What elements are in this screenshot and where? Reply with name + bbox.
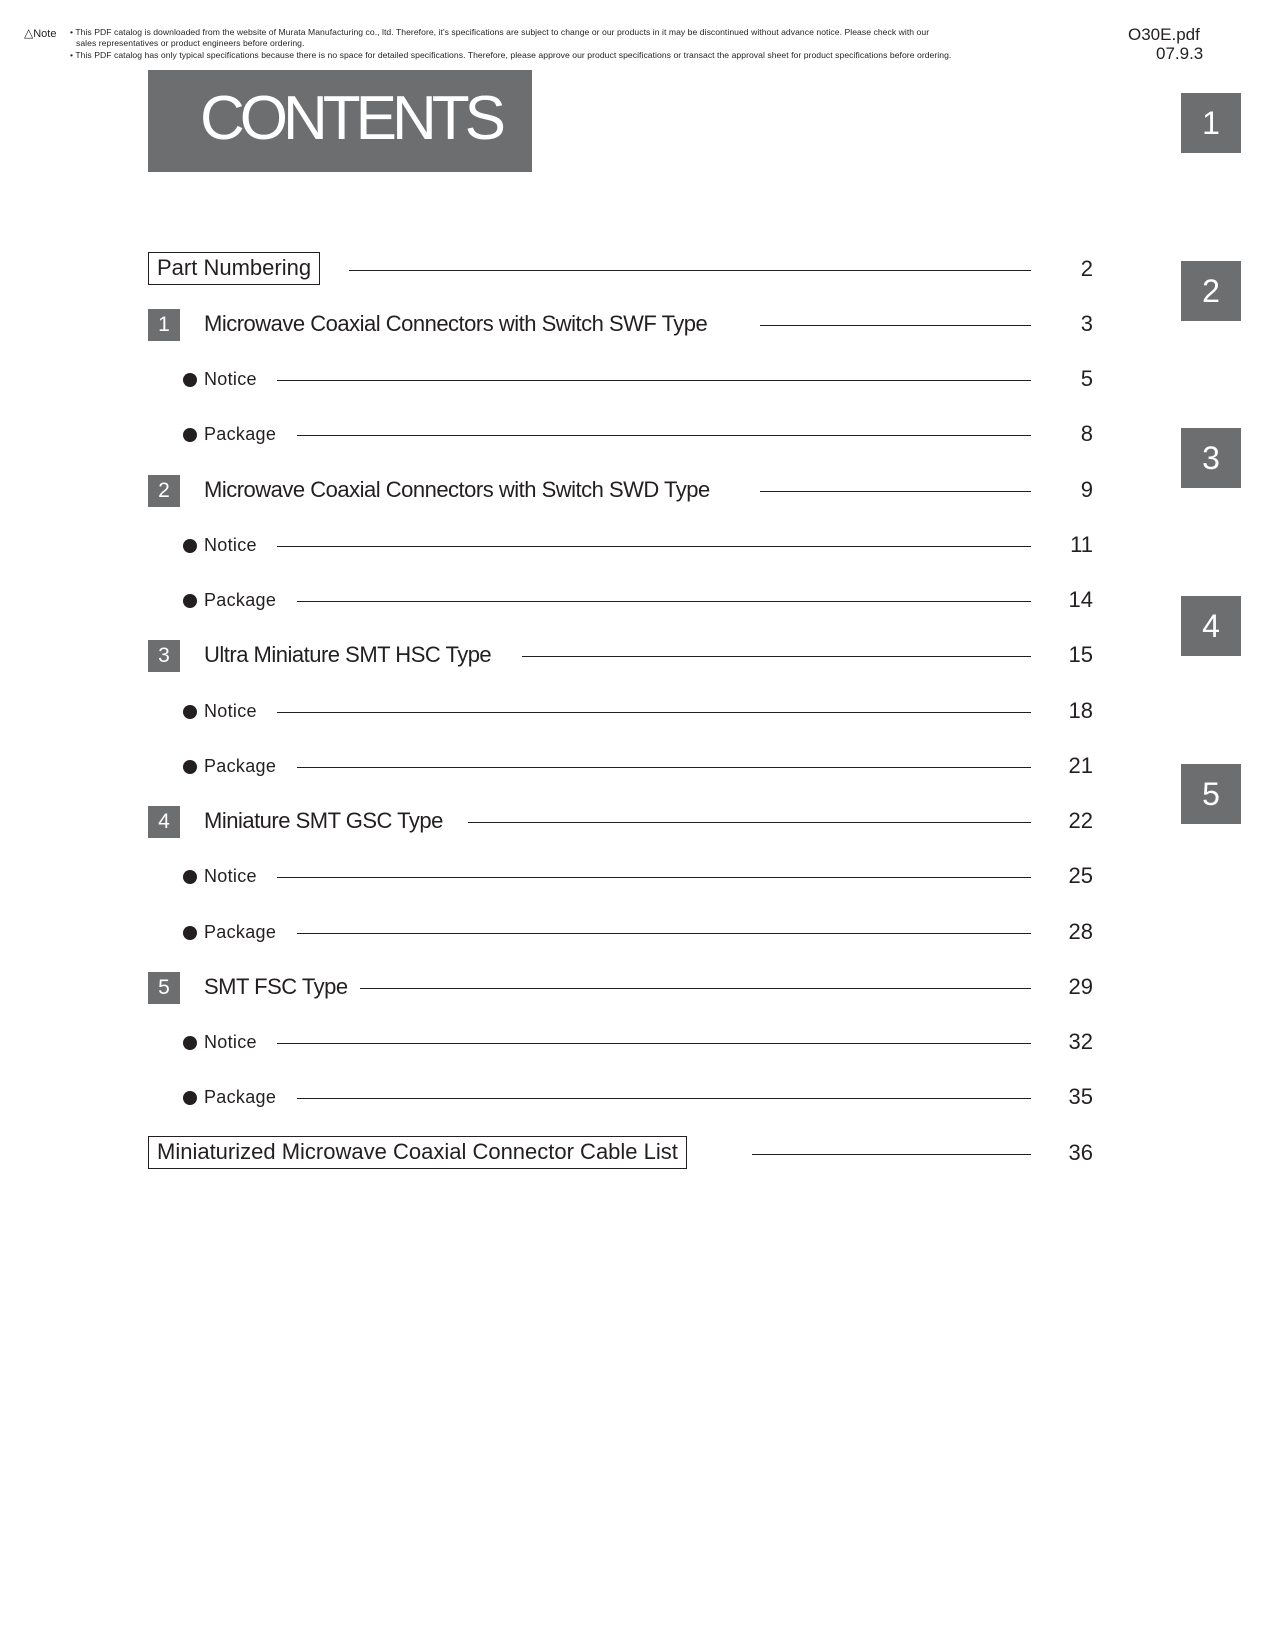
leader-line — [752, 1154, 1031, 1155]
section-title: Miniature SMT GSC Type — [204, 808, 443, 833]
side-tab-5[interactable]: 5 — [1181, 764, 1241, 824]
toc-page-number: 11 — [1070, 532, 1093, 557]
toc-subentry-notice[interactable] — [148, 362, 1093, 398]
bullet-icon — [183, 373, 197, 387]
toc-page-number: 28 — [1068, 919, 1093, 944]
toc-section-3[interactable] — [148, 638, 1093, 674]
toc-section-2[interactable] — [148, 473, 1093, 509]
leader-line — [468, 822, 1031, 823]
section-title: Microwave Coaxial Connectors with Switch SWF Type — [204, 311, 708, 336]
toc-subentry-notice[interactable] — [148, 528, 1093, 564]
bullet-icon — [183, 705, 197, 719]
subentry-label: Notice — [204, 369, 257, 389]
leader-line — [297, 933, 1031, 934]
document-id: O30E.pdf — [1128, 25, 1200, 44]
section-title: SMT FSC Type — [204, 974, 348, 999]
section-title: Ultra Miniature SMT HSC Type — [204, 642, 492, 667]
subentry-label: Notice — [204, 866, 257, 886]
toc-entry-cable-list[interactable] — [148, 1136, 1093, 1172]
bullet-icon — [183, 1036, 197, 1050]
subentry-label: Package — [204, 1087, 277, 1107]
bullet-icon — [183, 594, 197, 608]
toc-page-number: 5 — [1080, 366, 1093, 391]
note-line: sales representatives or product engineers before ordering. — [76, 38, 305, 48]
subentry-label: Notice — [204, 535, 257, 555]
note-line: • This PDF catalog has only typical specifications because there is no space for detailed specifications. Therefore, please approve our product specifications or transact the approval sheet for product specifications before ordering. — [70, 50, 952, 60]
contents-title-box — [148, 70, 532, 172]
toc-page-number: 21 — [1068, 753, 1093, 778]
toc-entry-label: Miniaturized Microwave Coaxial Connector Cable List — [148, 1136, 687, 1169]
bullet-icon — [183, 539, 197, 553]
section-number-badge: 2 — [148, 475, 180, 507]
toc-page-number: 22 — [1068, 808, 1093, 833]
leader-line — [297, 1098, 1031, 1099]
section-title: Microwave Coaxial Connectors with Switch SWD Type — [204, 477, 710, 502]
toc-page-number: 29 — [1068, 974, 1093, 999]
toc-section-1[interactable] — [148, 307, 1093, 343]
leader-line — [277, 877, 1031, 878]
side-tab-3[interactable]: 3 — [1181, 428, 1241, 488]
toc-page-number: 32 — [1068, 1029, 1093, 1054]
leader-line — [760, 491, 1031, 492]
toc-entry-part-numbering[interactable] — [148, 252, 1093, 288]
toc-section-4[interactable] — [148, 804, 1093, 840]
leader-line — [277, 712, 1031, 713]
section-number-badge: 1 — [148, 309, 180, 341]
note-line: • This PDF catalog is downloaded from the website of Murata Manufacturing co., ltd. Therefore, it's specifications are subject to change or our products in it may be discontinued without advance notice. Please check with our — [70, 27, 930, 37]
leader-line — [297, 435, 1031, 436]
toc-section-5[interactable] — [148, 970, 1093, 1006]
toc-page-number: 14 — [1068, 587, 1093, 612]
leader-line — [277, 1043, 1031, 1044]
side-tab-1[interactable]: 1 — [1181, 93, 1241, 153]
subentry-label: Notice — [204, 701, 257, 721]
side-tab-2[interactable]: 2 — [1181, 261, 1241, 321]
toc-page-number: 36 — [1068, 1140, 1093, 1165]
section-number-badge: 5 — [148, 972, 180, 1004]
toc-page-number: 15 — [1068, 642, 1093, 667]
subentry-label: Package — [204, 590, 277, 610]
subentry-label: Package — [204, 922, 277, 942]
side-tab-4[interactable]: 4 — [1181, 596, 1241, 656]
section-number-badge: 4 — [148, 806, 180, 838]
note-label — [24, 26, 56, 40]
toc-page-number: 3 — [1080, 311, 1093, 336]
toc-page-number: 9 — [1080, 477, 1093, 502]
subentry-label: Notice — [204, 1032, 257, 1052]
bullet-icon — [183, 870, 197, 884]
toc-subentry-notice[interactable] — [148, 859, 1093, 895]
toc-subentry-package[interactable] — [148, 749, 1093, 785]
bullet-icon — [183, 1091, 197, 1105]
toc-page-number: 2 — [1080, 256, 1093, 281]
toc-subentry-notice[interactable] — [148, 1025, 1093, 1061]
leader-line — [349, 270, 1031, 271]
leader-line — [297, 767, 1031, 768]
leader-line — [297, 601, 1031, 602]
bullet-icon — [183, 926, 197, 940]
note-label-text: Note — [33, 28, 57, 40]
toc-subentry-package[interactable] — [148, 1080, 1093, 1116]
document-date: 07.9.3 — [1156, 44, 1204, 63]
leader-line — [277, 546, 1031, 547]
toc-subentry-package[interactable] — [148, 583, 1093, 619]
leader-line — [277, 380, 1031, 381]
toc-page-number: 25 — [1068, 863, 1093, 888]
toc-page-number: 18 — [1068, 698, 1093, 723]
toc-subentry-notice[interactable] — [148, 694, 1093, 730]
bullet-icon — [183, 428, 197, 442]
toc-subentry-package[interactable] — [148, 417, 1093, 453]
subentry-label: Package — [204, 424, 277, 444]
subentry-label: Package — [204, 756, 277, 776]
leader-line — [760, 325, 1031, 326]
bullet-icon — [183, 760, 197, 774]
warning-triangle-icon: △ — [24, 26, 34, 40]
page-title: CONTENTS — [200, 84, 501, 153]
leader-line — [522, 656, 1031, 657]
toc-page-number: 35 — [1068, 1084, 1093, 1109]
toc-page-number: 8 — [1080, 421, 1093, 446]
toc-subentry-package[interactable] — [148, 915, 1093, 951]
section-number-badge: 3 — [148, 640, 180, 672]
leader-line — [360, 988, 1031, 989]
toc-entry-label: Part Numbering — [148, 252, 320, 285]
